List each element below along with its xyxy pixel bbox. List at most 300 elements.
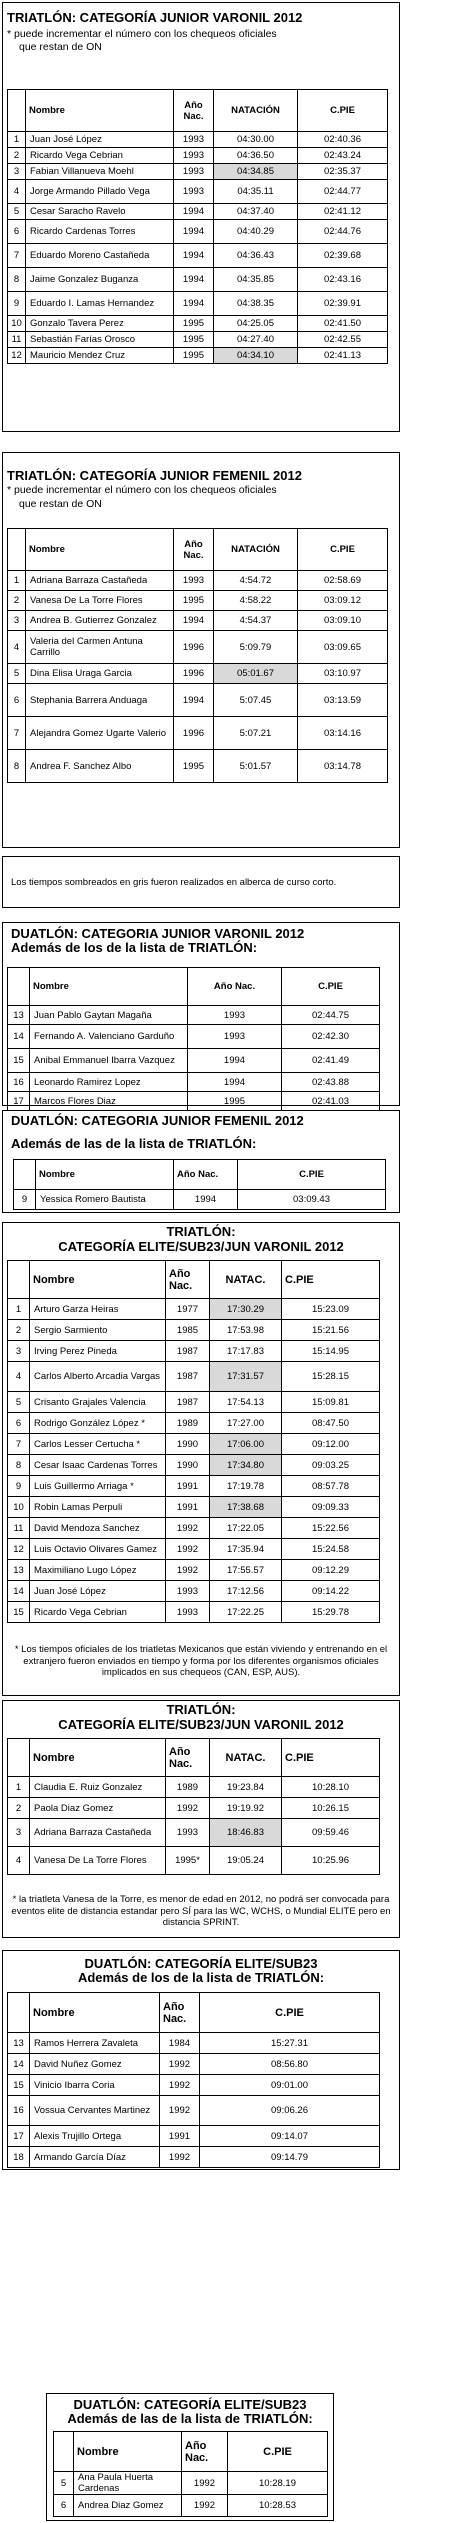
athlete-name-cell: Irving Perez Pineda xyxy=(30,1341,166,1362)
birth-year-cell: 1994 xyxy=(174,684,214,717)
results-table xyxy=(7,1738,380,1875)
table-row xyxy=(8,2096,380,2126)
birth-year-cell: 1989 xyxy=(166,1777,210,1798)
section-title: TRIATLÓN: CATEGORÍA JUNIOR VARONIL 2012 xyxy=(7,10,303,25)
athlete-name-cell: Anibal Emmanuel Ibarra Vazquez xyxy=(30,1049,188,1073)
section-subtitle: Además de las de la lista de TRIATLÓN: xyxy=(11,1136,257,1151)
rank-cell: 16 xyxy=(8,1073,30,1092)
birth-year-cell: 1984 xyxy=(160,2033,200,2054)
section-note: * puede incrementar el número con los chequeos oficiales xyxy=(7,28,277,40)
birth-year-cell: 1994 xyxy=(174,220,214,244)
run-time-cell: 08:56.80 xyxy=(200,2054,380,2075)
athlete-name-cell: Sebastián Farías Orosco xyxy=(26,332,174,348)
rank-cell: 3 xyxy=(8,1819,30,1847)
results-table xyxy=(7,1992,380,2168)
run-time-cell: 03:09.10 xyxy=(298,611,388,631)
table-row xyxy=(8,1320,380,1341)
run-time-cell: 08:57.78 xyxy=(282,1476,380,1497)
results-table xyxy=(7,528,388,783)
birth-year-cell: 1992 xyxy=(182,2495,228,2517)
table-row xyxy=(8,1006,380,1025)
athlete-name-cell: Crisanto Grajales Valencia xyxy=(30,1392,166,1413)
athlete-name-cell: Fernando A. Valenciano Garduño xyxy=(30,1025,188,1049)
birth-year-cell: 1989 xyxy=(166,1413,210,1434)
birth-year-cell: 1992 xyxy=(160,2147,200,2168)
rank-cell: 4 xyxy=(8,180,26,204)
rank-cell: 17 xyxy=(8,1092,30,1111)
col-header-run: C.PIE xyxy=(282,1739,380,1777)
col-header-run: C.PIE xyxy=(282,968,380,1006)
rank-cell: 13 xyxy=(8,1560,30,1581)
table-row xyxy=(8,2147,380,2168)
rank-cell: 2 xyxy=(8,591,26,611)
swim-time-cell: 17:22.05 xyxy=(210,1518,282,1539)
run-time-cell: 09:03.25 xyxy=(282,1455,380,1476)
col-header-year: Año Nac. xyxy=(174,1160,238,1190)
results-table xyxy=(13,1159,386,1210)
section-title: DUATLÓN: CATEGORÍA ELITE/SUB23 xyxy=(73,2397,307,2412)
swim-time-cell: 17:27.00 xyxy=(210,1413,282,1434)
athlete-name-cell: Jaime Gonzalez Buganza xyxy=(26,268,174,292)
rank-cell: 11 xyxy=(8,1518,30,1539)
table-row xyxy=(8,1073,380,1092)
section-note: que restan de ON xyxy=(19,498,102,510)
rank-cell: 10 xyxy=(8,316,26,332)
swim-time-cell: 17:34.80 xyxy=(210,1455,282,1476)
athlete-name-cell: Eduardo I. Lamas Hernandez xyxy=(26,292,174,316)
run-time-cell: 15:21.56 xyxy=(282,1320,380,1341)
table-row xyxy=(8,148,388,164)
birth-year-cell: 1994 xyxy=(174,204,214,220)
rank-cell: 1 xyxy=(8,1299,30,1320)
col-header-swim: NATAC. xyxy=(210,1261,282,1299)
swim-time-cell: 5:09.79 xyxy=(214,631,298,664)
table-row xyxy=(8,1539,380,1560)
rank-cell: 16 xyxy=(8,2096,30,2126)
table-row xyxy=(8,717,388,750)
athlete-name-cell: Juan Pablo Gaytan Magaña xyxy=(30,1006,188,1025)
birth-year-cell: 1994 xyxy=(174,1190,238,1210)
rank-cell: 8 xyxy=(8,1455,30,1476)
rank-cell: 14 xyxy=(8,2054,30,2075)
rank-cell: 5 xyxy=(8,664,26,684)
rank-cell: 5 xyxy=(8,204,26,220)
rank-cell: 3 xyxy=(8,1341,30,1362)
rank-cell: 4 xyxy=(8,631,26,664)
rank-cell: 6 xyxy=(8,220,26,244)
swim-time-cell: 4:54.37 xyxy=(214,611,298,631)
run-time-cell: 02:42.30 xyxy=(282,1025,380,1049)
table-row xyxy=(8,132,388,148)
rank-cell: 17 xyxy=(8,2126,30,2147)
table-row xyxy=(8,571,388,591)
athlete-name-cell: Alexis Trujillo Ortega xyxy=(30,2126,160,2147)
col-header-year: Año Nac. xyxy=(182,2432,228,2472)
table-row xyxy=(8,220,388,244)
col-header-name: Nombre xyxy=(30,1993,160,2033)
rank-cell: 11 xyxy=(8,332,26,348)
run-time-cell: 09:59.46 xyxy=(282,1819,380,1847)
athlete-name-cell: Claudia E. Ruiz Gonzalez xyxy=(30,1777,166,1798)
birth-year-cell: 1994 xyxy=(174,244,214,268)
table-row xyxy=(14,1190,386,1210)
athlete-name-cell: Fabian Villanueva Moehl xyxy=(26,164,174,180)
run-time-cell: 09:12.00 xyxy=(282,1434,380,1455)
athlete-name-cell: Vinicio Ibarra Coria xyxy=(30,2075,160,2096)
run-time-cell: 02:41.12 xyxy=(298,204,388,220)
col-header-name: Nombre xyxy=(30,1739,166,1777)
swim-time-cell: 5:07.21 xyxy=(214,717,298,750)
swim-time-cell: 17:12.56 xyxy=(210,1581,282,1602)
table-row xyxy=(8,2075,380,2096)
table-row xyxy=(8,332,388,348)
col-header-year: Año Nac. xyxy=(166,1261,210,1299)
run-time-cell: 02:58.69 xyxy=(298,571,388,591)
swim-time-cell: 17:30.29 xyxy=(210,1299,282,1320)
table-row xyxy=(8,268,388,292)
table-row xyxy=(8,2033,380,2054)
table-row xyxy=(8,1341,380,1362)
run-time-cell: 15:24.58 xyxy=(282,1539,380,1560)
table-row xyxy=(8,204,388,220)
table-row xyxy=(8,348,388,364)
run-time-cell: 10:28.53 xyxy=(228,2495,328,2517)
birth-year-cell: 1993 xyxy=(174,132,214,148)
swim-time-cell: 17:31.57 xyxy=(210,1362,282,1392)
birth-year-cell: 1996 xyxy=(174,717,214,750)
swim-time-cell: 04:25.05 xyxy=(214,316,298,332)
run-time-cell: 10:28.10 xyxy=(282,1777,380,1798)
run-time-cell: 15:09.81 xyxy=(282,1392,380,1413)
athlete-name-cell: Rodrigo González López * xyxy=(30,1413,166,1434)
birth-year-cell: 1993 xyxy=(166,1581,210,1602)
table-row xyxy=(8,684,388,717)
athlete-name-cell: Leonardo Ramirez Lopez xyxy=(30,1073,188,1092)
birth-year-cell: 1994 xyxy=(188,1073,282,1092)
col-header-run: C.PIE xyxy=(282,1261,380,1299)
col-header-year: Año Nac. xyxy=(166,1739,210,1777)
swim-time-cell: 5:01.57 xyxy=(214,750,298,783)
table-row xyxy=(54,2472,328,2495)
section-subtitle: Además de los de la lista de TRIATLÓN: xyxy=(11,940,258,955)
athlete-name-cell: Arturo Garza Heiras xyxy=(30,1299,166,1320)
col-header-year: Año Nac. xyxy=(174,90,214,132)
birth-year-cell: 1987 xyxy=(166,1341,210,1362)
birth-year-cell: 1995 xyxy=(174,316,214,332)
birth-year-cell: 1995 xyxy=(174,591,214,611)
col-header-run: C.PIE xyxy=(228,2432,328,2472)
section-subtitle: CATEGORÍA ELITE/SUB23/JUN VARONIL 2012 xyxy=(58,1239,344,1254)
athlete-name-cell: Andrea F. Sanchez Albo xyxy=(26,750,174,783)
birth-year-cell: 1993 xyxy=(174,164,214,180)
col-header-run: C.PIE xyxy=(298,90,388,132)
birth-year-cell: 1993 xyxy=(166,1819,210,1847)
run-time-cell: 15:23.09 xyxy=(282,1299,380,1320)
section-title: TRIATLÓN: xyxy=(166,1224,236,1239)
col-header-name: Nombre xyxy=(30,968,188,1006)
rank-cell: 2 xyxy=(8,148,26,164)
rank-cell: 15 xyxy=(8,1049,30,1073)
results-table xyxy=(53,2431,328,2517)
table-row xyxy=(8,1434,380,1455)
birth-year-cell: 1995 xyxy=(174,348,214,364)
birth-year-cell: 1994 xyxy=(188,1049,282,1073)
rank-cell: 6 xyxy=(8,684,26,717)
swim-time-cell: 17:17.83 xyxy=(210,1341,282,1362)
rank-cell: 7 xyxy=(8,717,26,750)
run-time-cell: 02:41.13 xyxy=(298,348,388,364)
run-time-cell: 02:41.03 xyxy=(282,1092,380,1111)
rank-cell: 14 xyxy=(8,1581,30,1602)
athlete-name-cell: Luis Guillermo Arriaga * xyxy=(30,1476,166,1497)
swim-time-cell: 04:40.29 xyxy=(214,220,298,244)
section-note: * puede incrementar el número con los chequeos oficiales xyxy=(7,484,277,496)
rank-cell: 4 xyxy=(8,1847,30,1875)
birth-year-cell: 1995 xyxy=(174,750,214,783)
table-row xyxy=(8,1455,380,1476)
athlete-name-cell: Robin Lamas Perpuli xyxy=(30,1497,166,1518)
athlete-name-cell: Carlos Lesser Certucha * xyxy=(30,1434,166,1455)
swim-time-cell: 5:07.45 xyxy=(214,684,298,717)
rank-cell: 18 xyxy=(8,2147,30,2168)
swim-time-cell: 4:58.22 xyxy=(214,591,298,611)
birth-year-cell: 1991 xyxy=(166,1497,210,1518)
run-time-cell: 10:25.96 xyxy=(282,1847,380,1875)
athlete-name-cell: Sergio Sarmiento xyxy=(30,1320,166,1341)
swim-time-cell: 19:23.84 xyxy=(210,1777,282,1798)
section-title: DUATLÓN: CATEGORIA JUNIOR FEMENIL 2012 xyxy=(11,1113,304,1128)
table-row xyxy=(8,164,388,180)
swim-time-cell: 04:38.35 xyxy=(214,292,298,316)
athlete-name-cell: Gonzalo Tavera Perez xyxy=(26,316,174,332)
section-footnote: * Los tiempos oficiales de los triatletas Mexicanos que están viviendo y entrenando en el extranjero fueron enviados en tiempo y forma por los diferentes organismos oficiales implicados en sus chequeos (CAN, ESP, AUS). xyxy=(14,1644,388,1678)
table-row xyxy=(8,316,388,332)
athlete-name-cell: Vossua Cervantes Martinez xyxy=(30,2096,160,2126)
run-time-cell: 15:14.95 xyxy=(282,1341,380,1362)
birth-year-cell: 1993 xyxy=(188,1025,282,1049)
run-time-cell: 02:44.77 xyxy=(298,180,388,204)
rank-cell: 9 xyxy=(8,1476,30,1497)
shaded-times-note: Los tiempos sombreados en gris fueron realizados en alberca de curso corto. xyxy=(11,877,337,888)
col-header-run: C.PIE xyxy=(200,1993,380,2033)
table-row xyxy=(8,1518,380,1539)
run-time-cell: 03:09.43 xyxy=(238,1190,386,1210)
table-row xyxy=(8,180,388,204)
run-time-cell: 02:43.88 xyxy=(282,1073,380,1092)
birth-year-cell: 1977 xyxy=(166,1299,210,1320)
run-time-cell: 09:14.22 xyxy=(282,1581,380,1602)
birth-year-cell: 1991 xyxy=(160,2126,200,2147)
swim-time-cell: 04:27.40 xyxy=(214,332,298,348)
section-footnote: * la triatleta Vanesa de la Torre, es menor de edad en 2012, no podrá ser convocada para eventos elite de distancia estandar pero SÍ para las WC, WCHS, o Mundial ELITE pero en distancia SPRINT. xyxy=(11,1894,391,1928)
section-subtitle: CATEGORÍA ELITE/SUB23/JUN VARONIL 2012 xyxy=(58,1717,344,1732)
run-time-cell: 15:29.78 xyxy=(282,1602,380,1623)
table-row xyxy=(8,1413,380,1434)
rank-cell: 13 xyxy=(8,1006,30,1025)
table-row xyxy=(8,1819,380,1847)
table-row xyxy=(8,1092,380,1111)
section-duathlon-junior-female xyxy=(2,1110,400,1213)
swim-time-cell: 04:34.10 xyxy=(214,348,298,364)
col-header-year: Año Nac. xyxy=(174,529,214,571)
table-row xyxy=(8,1602,380,1623)
athlete-name-cell: Ricardo Cardenas Torres xyxy=(26,220,174,244)
birth-year-cell: 1993 xyxy=(188,1006,282,1025)
rank-cell: 2 xyxy=(8,1798,30,1819)
rank-cell: 9 xyxy=(14,1190,36,1210)
rank-cell: 7 xyxy=(8,244,26,268)
col-header-year: Año Nac. xyxy=(188,968,282,1006)
athlete-name-cell: Vanesa De La Torre Flores xyxy=(26,591,174,611)
col-header-swim: NATACIÓN xyxy=(214,90,298,132)
section-subtitle: Además de las de la lista de TRIATLÓN: xyxy=(67,2411,313,2426)
birth-year-cell: 1994 xyxy=(174,292,214,316)
athlete-name-cell: Dina Elisa Uraga Garcia xyxy=(26,664,174,684)
rank-cell: 14 xyxy=(8,1025,30,1049)
table-row xyxy=(8,1497,380,1518)
birth-year-cell: 1993 xyxy=(174,571,214,591)
swim-time-cell: 04:35.85 xyxy=(214,268,298,292)
table-row xyxy=(8,292,388,316)
athlete-name-cell: Cesar Isaac Cardenas Torres xyxy=(30,1455,166,1476)
col-header-name: Nombre xyxy=(74,2432,182,2472)
col-header-swim: NATAC. xyxy=(210,1739,282,1777)
swim-time-cell: 17:19.78 xyxy=(210,1476,282,1497)
table-row xyxy=(8,244,388,268)
table-row xyxy=(8,1476,380,1497)
run-time-cell: 15:22.56 xyxy=(282,1518,380,1539)
run-time-cell: 09:12.29 xyxy=(282,1560,380,1581)
col-header-name: Nombre xyxy=(36,1160,174,1190)
athlete-name-cell: Adriana Barraza Castañeda xyxy=(30,1819,166,1847)
run-time-cell: 02:41.50 xyxy=(298,316,388,332)
athlete-name-cell: Carlos Alberto Arcadia Vargas xyxy=(30,1362,166,1392)
athlete-name-cell: Stephania Barrera Anduaga xyxy=(26,684,174,717)
run-time-cell: 09:06.26 xyxy=(200,2096,380,2126)
birth-year-cell: 1990 xyxy=(166,1434,210,1455)
run-time-cell: 03:14.16 xyxy=(298,717,388,750)
rank-cell: 6 xyxy=(8,1413,30,1434)
rank-cell: 7 xyxy=(8,1434,30,1455)
birth-year-cell: 1991 xyxy=(166,1476,210,1497)
run-time-cell: 02:44.76 xyxy=(298,220,388,244)
swim-time-cell: 04:36.50 xyxy=(214,148,298,164)
table-row xyxy=(8,2054,380,2075)
run-time-cell: 15:27.31 xyxy=(200,2033,380,2054)
rank-cell: 4 xyxy=(8,1362,30,1392)
athlete-name-cell: Valeria del Carmen Antuna Carrillo xyxy=(26,631,174,664)
rank-cell: 12 xyxy=(8,1539,30,1560)
athlete-name-cell: Cesar Saracho Ravelo xyxy=(26,204,174,220)
swim-time-cell: 04:34.85 xyxy=(214,164,298,180)
col-header-run: C.PIE xyxy=(298,529,388,571)
athlete-name-cell: Alejandra Gomez Ugarte Valerio xyxy=(26,717,174,750)
swim-time-cell: 04:36.43 xyxy=(214,244,298,268)
section-title: TRIATLÓN: xyxy=(166,1702,236,1717)
swim-time-cell: 05:01.67 xyxy=(214,664,298,684)
swim-time-cell: 04:37.40 xyxy=(214,204,298,220)
run-time-cell: 02:42.55 xyxy=(298,332,388,348)
birth-year-cell: 1985 xyxy=(166,1320,210,1341)
section-duathlon-elite-male xyxy=(2,1950,400,2170)
birth-year-cell: 1992 xyxy=(160,2096,200,2126)
birth-year-cell: 1987 xyxy=(166,1362,210,1392)
section-triathlon-elite-male xyxy=(2,1222,400,1696)
athlete-name-cell: Luis Octavio Olivares Gamez xyxy=(30,1539,166,1560)
run-time-cell: 02:41.49 xyxy=(282,1049,380,1073)
table-row xyxy=(8,1362,380,1392)
athlete-name-cell: Maximiliano Lugo López xyxy=(30,1560,166,1581)
birth-year-cell: 1993 xyxy=(166,1602,210,1623)
col-header-name: Nombre xyxy=(26,90,174,132)
section-duathlon-junior-male xyxy=(2,922,400,1106)
section-title: DUATLÓN: CATEGORIA JUNIOR VARONIL 2012 xyxy=(11,926,305,941)
rank-cell: 1 xyxy=(8,132,26,148)
athlete-name-cell: Ricardo Vega Cebrian xyxy=(30,1602,166,1623)
athlete-name-cell: Ramos Herrera Zavaleta xyxy=(30,2033,160,2054)
section-duathlon-elite-female xyxy=(46,2393,334,2521)
birth-year-cell: 1992 xyxy=(166,1539,210,1560)
swim-time-cell: 17:55.57 xyxy=(210,1560,282,1581)
table-row xyxy=(8,1560,380,1581)
col-header-name: Nombre xyxy=(30,1261,166,1299)
athlete-name-cell: David Mendoza Sanchez xyxy=(30,1518,166,1539)
rank-cell: 1 xyxy=(8,571,26,591)
rank-cell: 8 xyxy=(8,268,26,292)
swim-time-cell: 18:46.83 xyxy=(210,1819,282,1847)
run-time-cell: 15:28.15 xyxy=(282,1362,380,1392)
rank-cell: 13 xyxy=(8,2033,30,2054)
birth-year-cell: 1993 xyxy=(174,180,214,204)
birth-year-cell: 1994 xyxy=(174,611,214,631)
run-time-cell: 02:43.24 xyxy=(298,148,388,164)
swim-time-cell: 19:19.92 xyxy=(210,1798,282,1819)
section-triathlon-junior-male xyxy=(2,2,400,432)
run-time-cell: 09:09.33 xyxy=(282,1497,380,1518)
birth-year-cell: 1996 xyxy=(174,631,214,664)
birth-year-cell: 1992 xyxy=(166,1518,210,1539)
birth-year-cell: 1992 xyxy=(160,2054,200,2075)
rank-cell: 9 xyxy=(8,292,26,316)
athlete-name-cell: Adriana Barraza Castañeda xyxy=(26,571,174,591)
run-time-cell: 03:09.65 xyxy=(298,631,388,664)
rank-cell: 15 xyxy=(8,1602,30,1623)
table-row xyxy=(8,1049,380,1073)
col-header-name: Nombre xyxy=(26,529,174,571)
athlete-name-cell: Paola Diaz Gomez xyxy=(30,1798,166,1819)
athlete-name-cell: David Nuñez Gomez xyxy=(30,2054,160,2075)
athlete-name-cell: Jorge Armando Pillado Vega xyxy=(26,180,174,204)
table-row xyxy=(8,664,388,684)
table-row xyxy=(8,611,388,631)
athlete-name-cell: Andrea B. Gutierrez Gonzalez xyxy=(26,611,174,631)
birth-year-cell: 1992 xyxy=(182,2472,228,2495)
birth-year-cell: 1995* xyxy=(166,1847,210,1875)
athlete-name-cell: Andrea Diaz Gomez xyxy=(74,2495,182,2517)
table-row xyxy=(8,1581,380,1602)
swim-time-cell: 17:22.25 xyxy=(210,1602,282,1623)
athlete-name-cell: Vanesa De La Torre Flores xyxy=(30,1847,166,1875)
run-time-cell: 02:39.91 xyxy=(298,292,388,316)
birth-year-cell: 1996 xyxy=(174,664,214,684)
table-row xyxy=(8,2126,380,2147)
rank-cell: 8 xyxy=(8,750,26,783)
swim-time-cell: 17:38.68 xyxy=(210,1497,282,1518)
rank-cell: 3 xyxy=(8,164,26,180)
birth-year-cell: 1992 xyxy=(166,1560,210,1581)
run-time-cell: 10:26.15 xyxy=(282,1798,380,1819)
col-header-run: C.PIE xyxy=(238,1160,386,1190)
